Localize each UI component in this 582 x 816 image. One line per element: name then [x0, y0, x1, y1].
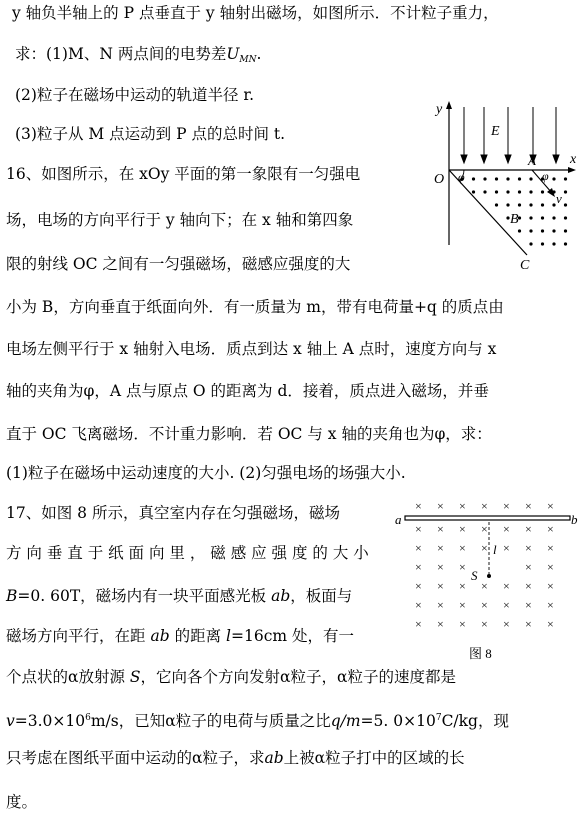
field-dot: [541, 242, 544, 245]
field-dot: [564, 177, 567, 180]
field-cross: ×: [503, 541, 510, 555]
p17-line6: $v=3.0\times 10^6m/s$，已知α粒子的电荷与质量之比q/m=5. $0\times 10^7C/kg$，现: [6, 712, 509, 730]
fig16-o-label: O: [434, 172, 445, 187]
field-dot: [552, 242, 555, 245]
field-cross: ×: [503, 617, 510, 631]
field-cross: ×: [459, 522, 466, 536]
fig8-b-label: b: [571, 512, 578, 527]
field-cross: ×: [525, 499, 532, 513]
field-cross: ×: [415, 560, 422, 574]
field-cross: ×: [415, 579, 422, 593]
p17-line5: 个点状的α放射源 S，它向各个方向发射α粒子，α粒子的速度都是: [6, 668, 456, 686]
field-dot: [529, 177, 532, 180]
p17-line7: 只考虑在图纸平面中运动的α粒子，求ab上被α粒子打中的区域的长: [6, 749, 465, 767]
field-cross: ×: [547, 560, 554, 574]
field-cross: ×: [415, 499, 422, 513]
field-cross: ×: [503, 522, 510, 536]
fig8-a-label: a: [395, 512, 402, 527]
p16-line8: (1)粒子在磁场中运动速度的大小. (2)匀强电场的场强大小.: [6, 464, 406, 482]
field-dot: [564, 242, 567, 245]
field-cross: ×: [503, 598, 510, 612]
field-cross: ×: [503, 499, 510, 513]
field-dot: [541, 229, 544, 232]
field-cross: ×: [415, 522, 422, 536]
field-cross: ×: [415, 541, 422, 555]
field-cross: ×: [459, 541, 466, 555]
p17-line2: 方 向 垂 直 于 纸 面 向 里 ， 磁 感 应 强 度 的 大 小: [6, 544, 369, 562]
field-cross: ×: [525, 541, 532, 555]
field-dot: [506, 190, 509, 193]
field-dot: [495, 203, 498, 206]
field-dot: [495, 177, 498, 180]
p15-question2: (2)粒子在磁场中运动的轨道半径 r.: [15, 86, 255, 104]
field-dot: [483, 177, 486, 180]
fig16-phi-a: φ: [542, 169, 549, 183]
p16-line4: 小为 B，方向垂直于纸面向外．有一质量为 m，带有电荷量+q 的质点由: [6, 298, 504, 316]
field-cross: ×: [437, 598, 444, 612]
field-cross: ×: [481, 598, 488, 612]
p15-line1: y 轴负半轴上的 P 点垂直于 y 轴射出磁场，如图所示．不计粒子重力，: [12, 4, 499, 22]
p16-line2: 场，电场的方向平行于 y 轴向下；在 x 轴和第四象: [6, 211, 354, 229]
field-cross: ×: [459, 617, 466, 631]
field-cross: ×: [547, 617, 554, 631]
fig16-x-label: x: [570, 152, 577, 167]
field-dot: [552, 229, 555, 232]
fig8-diagram: [393, 496, 582, 666]
fig8-s-label: S: [471, 568, 478, 583]
field-dot: [518, 203, 521, 206]
p17-line3: B=0. 60T，磁场内有一块平面感光板 ab，板面与: [6, 587, 353, 605]
field-cross: ×: [525, 560, 532, 574]
field-dot: [483, 190, 486, 193]
field-dot: [529, 216, 532, 219]
field-dot: [564, 216, 567, 219]
field-cross: ×: [503, 579, 510, 593]
fig8-l-label: l: [493, 542, 497, 557]
field-cross: ×: [415, 598, 422, 612]
field-dot: [552, 216, 555, 219]
field-dot: [529, 190, 532, 193]
field-dot: [518, 190, 521, 193]
field-cross: ×: [437, 560, 444, 574]
p15-question1: 求：(1)M、N 两点间的电势差$U_{MN}$.: [15, 45, 262, 65]
field-cross: ×: [547, 598, 554, 612]
field-cross: ×: [459, 499, 466, 513]
field-dot: [529, 229, 532, 232]
field-cross: ×: [547, 541, 554, 555]
field-dot: [552, 177, 555, 180]
fig16-e-field-arrows: [461, 107, 559, 163]
field-dot: [541, 203, 544, 206]
field-cross: ×: [481, 617, 488, 631]
field-cross: ×: [525, 598, 532, 612]
field-cross: ×: [547, 579, 554, 593]
fig16-v-label: v: [556, 191, 562, 206]
p16-line3: 限的射线 OC 之间有一匀强磁场，磁感应强度的大: [6, 255, 351, 273]
field-cross: ×: [459, 579, 466, 593]
field-dot: [564, 203, 567, 206]
field-dot: [472, 177, 475, 180]
field-dot: [506, 203, 509, 206]
field-cross: ×: [547, 499, 554, 513]
p17-line1: 17、如图 8 所示，真空室内存在匀强磁场，磁场: [6, 504, 340, 522]
fig16-diagram: [412, 95, 582, 275]
fig16-b-label: B: [510, 212, 519, 227]
field-dot: [506, 177, 509, 180]
field-cross: ×: [481, 499, 488, 513]
fig16-e-label: E: [491, 124, 500, 139]
field-cross: ×: [437, 541, 444, 555]
field-cross: ×: [481, 579, 488, 593]
fig16-y-label: y: [436, 102, 443, 117]
field-dot: [472, 190, 475, 193]
field-cross: ×: [459, 560, 466, 574]
field-cross: ×: [437, 499, 444, 513]
fig8-source-s: [487, 574, 491, 578]
field-dot: [495, 190, 498, 193]
field-cross: ×: [437, 617, 444, 631]
field-cross: ×: [525, 617, 532, 631]
field-cross: ×: [459, 598, 466, 612]
p16-line7: 直于 OC 飞离磁场．不计重力影响．若 OC 与 x 轴的夹角也为φ，求：: [6, 425, 492, 443]
fig8-plate-ab: [405, 516, 570, 520]
fig16-y-arrow-icon: [446, 101, 452, 109]
fig8-caption: 图 8: [469, 646, 492, 661]
fig16-phi-o: φ: [458, 170, 465, 184]
field-dot: [564, 190, 567, 193]
field-dot: [518, 177, 521, 180]
p17-line8: 度。: [6, 793, 38, 811]
field-cross: ×: [437, 579, 444, 593]
field-dot: [564, 229, 567, 232]
fig16-x-arrow-icon: [568, 167, 576, 173]
field-cross: ×: [481, 522, 488, 536]
field-dot: [518, 229, 521, 232]
p16-line5: 电场左侧平行于 x 轴射入电场．质点到达 x 轴上 A 点时，速度方向与 x: [6, 340, 497, 358]
p17-line4: 磁场方向平行，在距 ab 的距离 l=16cm 处，有一: [6, 627, 355, 645]
field-cross: ×: [481, 541, 488, 555]
field-dot: [541, 216, 544, 219]
field-dot: [541, 190, 544, 193]
field-cross: ×: [415, 617, 422, 631]
fig16-a-label: A: [528, 153, 536, 168]
field-cross: ×: [525, 522, 532, 536]
p16-line1: 16、如图所示，在 xOy 平面的第一象限有一匀强电: [6, 165, 361, 183]
p16-line6: 轴的夹角为φ，A 点与原点 O 的距离为 d．接着，质点进入磁场，并垂: [6, 382, 489, 400]
field-cross: ×: [525, 579, 532, 593]
p15-question3: (3)粒子从 M 点运动到 P 点的总时间 t.: [15, 125, 286, 143]
field-cross: ×: [437, 522, 444, 536]
field-dot: [529, 203, 532, 206]
field-dot: [529, 242, 532, 245]
field-cross: ×: [547, 522, 554, 536]
fig16-c-label: C: [520, 258, 530, 273]
